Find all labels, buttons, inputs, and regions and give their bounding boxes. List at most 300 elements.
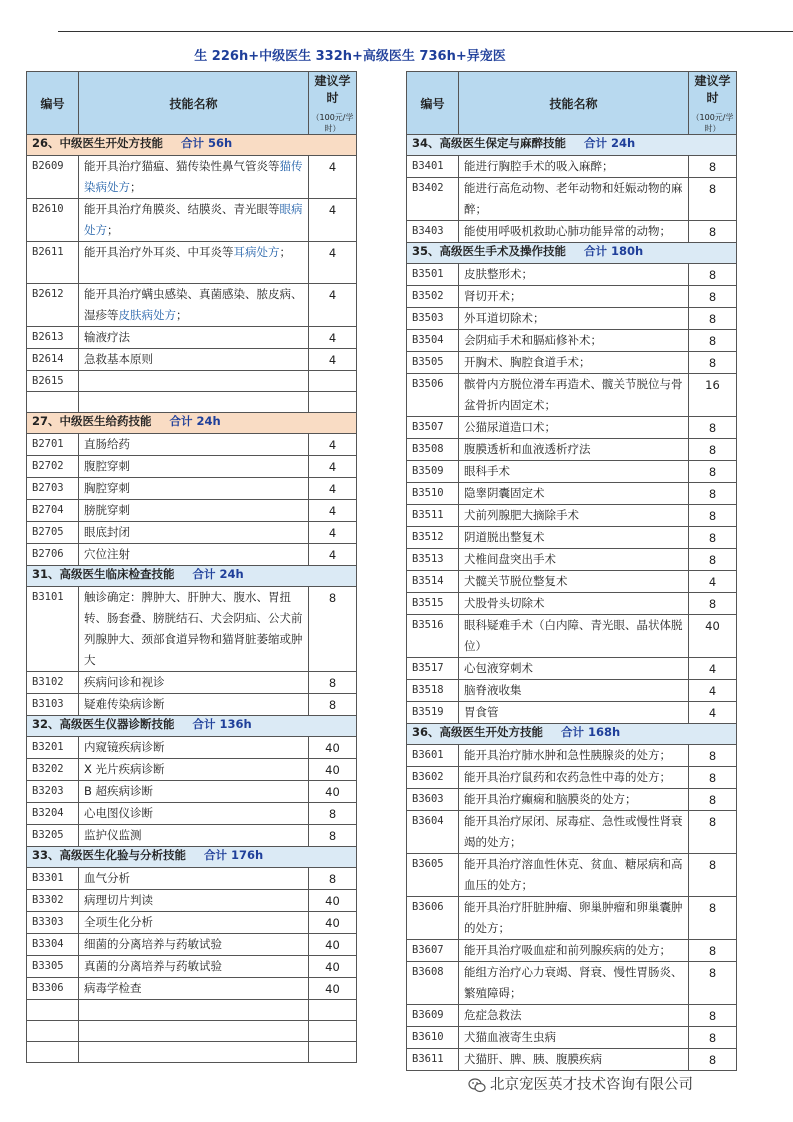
skill-name-text: 血气分析: [84, 871, 130, 885]
skill-code: B2610: [27, 199, 79, 242]
table-row: [27, 327, 357, 349]
skill-hours: 4: [309, 199, 357, 242]
skill-name: [79, 672, 309, 694]
skill-code: B3519: [407, 702, 459, 724]
skill-code: B3511: [407, 505, 459, 527]
section-row: [407, 243, 737, 264]
skill-hours: 4: [689, 658, 737, 680]
skill-hours: 8: [689, 1049, 737, 1071]
skill-name-text: 隐睾阴囊固定术: [464, 486, 545, 500]
table-row: [407, 593, 737, 615]
table-row: [27, 956, 357, 978]
skill-code: B3609: [407, 1005, 459, 1027]
skill-hours: 40: [689, 615, 737, 658]
table-row: [407, 897, 737, 940]
table-row: [27, 587, 357, 672]
skill-name-text: 能开具治疗吸血症和前列腺疾病的处方；: [464, 943, 671, 957]
skill-name: [79, 759, 309, 781]
skill-code: B3201: [27, 737, 79, 759]
skill-code: B3204: [27, 803, 79, 825]
section-title: [27, 135, 357, 156]
skill-name: [459, 854, 689, 897]
table-row: [27, 672, 357, 694]
skill-hours: 4: [309, 434, 357, 456]
skill-name: [459, 286, 689, 308]
section-label: 32、高级医生仪器诊断技能: [32, 717, 175, 731]
skill-name: [459, 1005, 689, 1027]
table-row: [27, 890, 357, 912]
skill-name-text: 能开具治疗外耳炎、中耳炎等: [84, 245, 234, 259]
skill-name-text: 心电图仪诊断: [84, 806, 153, 820]
table-row: [27, 694, 357, 716]
skill-hours: 40: [309, 737, 357, 759]
skill-name-text: 皮肤整形术；: [464, 267, 533, 281]
skill-code: B3502: [407, 286, 459, 308]
skill-name-text: 肾切开术；: [464, 289, 522, 303]
table-row: [27, 478, 357, 500]
skill-name-text: 腹腔穿刺: [84, 459, 130, 473]
skill-name: [79, 825, 309, 847]
skill-name-text: 能开具治疗肝脏肿瘤、卵巢肿瘤和卵巢囊肿的处方；: [464, 900, 683, 935]
skill-code: B3101: [27, 587, 79, 672]
skill-code: B2609: [27, 156, 79, 199]
skill-code: B2705: [27, 522, 79, 544]
skill-name-text: 眼科疑难手术（白内障、青光眼、晶状体脱位）: [464, 618, 683, 653]
table-row: [407, 615, 737, 658]
skill-hours: 8: [309, 694, 357, 716]
skill-name: [459, 1027, 689, 1049]
table-row: [407, 571, 737, 593]
skill-code: B3506: [407, 374, 459, 417]
skill-hours: 40: [309, 781, 357, 803]
skill-name-text: 能进行高危动物、老年动物和妊娠动物的麻醉；: [464, 181, 683, 216]
skill-name: [459, 221, 689, 243]
skills-table-right: [406, 71, 737, 1071]
skill-name-text: 危症急救法: [464, 1008, 522, 1022]
skill-name-text: 眼底封闭: [84, 525, 130, 539]
skill-code: B3512: [407, 527, 459, 549]
section-row: [407, 724, 737, 745]
table-row: [407, 940, 737, 962]
skill-name: [79, 349, 309, 371]
skill-hours: 40: [309, 890, 357, 912]
skill-name: [459, 505, 689, 527]
skill-hours: 8: [689, 962, 737, 1005]
section-row: [27, 716, 357, 737]
skill-name: [79, 478, 309, 500]
skill-hours: 8: [689, 264, 737, 286]
skill-name: [459, 417, 689, 439]
skill-name-text: 犬猫血液寄生虫病: [464, 1030, 556, 1044]
skill-hours: 40: [309, 978, 357, 1000]
skill-hours: 4: [309, 349, 357, 371]
table-row: [407, 308, 737, 330]
skill-name: [79, 956, 309, 978]
skill-hours: [309, 392, 357, 413]
header-name: 技能名称: [459, 72, 689, 135]
skill-name-text: 能开具治疗角膜炎、结膜炎、青光眼等: [84, 202, 280, 216]
table-row: [27, 434, 357, 456]
skill-hours: 4: [689, 702, 737, 724]
table-row: [27, 737, 357, 759]
skill-name: [459, 811, 689, 854]
table-row: [407, 221, 737, 243]
skill-code: B3510: [407, 483, 459, 505]
skill-name-highlight: 眼病处方: [84, 202, 303, 237]
skill-hours: 8: [689, 156, 737, 178]
table-row: [27, 912, 357, 934]
skill-name: [459, 549, 689, 571]
skill-hours: 4: [689, 680, 737, 702]
skill-name: [459, 178, 689, 221]
header-name: 技能名称: [79, 72, 309, 135]
skill-hours: 8: [689, 461, 737, 483]
table-row: [27, 978, 357, 1000]
skill-code: B3403: [407, 221, 459, 243]
skill-code: B3605: [407, 854, 459, 897]
section-label: 31、高级医生临床检查技能: [32, 567, 175, 581]
skill-name: [79, 500, 309, 522]
skill-code: B3508: [407, 439, 459, 461]
skill-name-text: 能组方治疗心力衰竭、肾衰、慢性胃肠炎、繁殖障碍；: [464, 965, 683, 1000]
skill-name-text: 会阴疝手术和膈疝修补术；: [464, 333, 602, 347]
table-row: [407, 767, 737, 789]
skill-name-text: 监护仪监测: [84, 828, 142, 842]
header-code: 编号: [407, 72, 459, 135]
skill-hours: 8: [689, 286, 737, 308]
skill-code: B2704: [27, 500, 79, 522]
skill-code: [27, 1000, 79, 1021]
skill-name: [459, 1049, 689, 1071]
skill-name-text: 能开具治疗螨虫感染、真菌感染、脓皮病、湿疹等: [84, 287, 303, 322]
skill-hours: 8: [309, 825, 357, 847]
skill-hours: 8: [689, 352, 737, 374]
brand-name: 北京宠医英才技术咨询有限公司: [490, 1077, 693, 1093]
skill-name: [79, 737, 309, 759]
header-hours: [309, 72, 357, 135]
skill-code: B2611: [27, 242, 79, 284]
skill-code: B3513: [407, 549, 459, 571]
top-rule: [58, 31, 793, 32]
table-row: [407, 330, 737, 352]
skill-name: [79, 803, 309, 825]
skill-hours: 16: [689, 374, 737, 417]
skill-name: [79, 156, 309, 199]
section-total: 合计 180h: [584, 244, 644, 258]
skill-name: [79, 544, 309, 566]
skill-name-text: 能开具治疗癫痫和脑膜炎的处方；: [464, 792, 637, 806]
skill-name-text: 能进行胸腔手术的吸入麻醉；: [464, 159, 614, 173]
table-row: [407, 1049, 737, 1071]
skill-name: [79, 522, 309, 544]
table-row: [27, 284, 357, 327]
skill-name: [459, 483, 689, 505]
skill-name: [459, 461, 689, 483]
section-label: 34、高级医生保定与麻醉技能: [412, 136, 567, 150]
table-row: [27, 522, 357, 544]
table-row: [407, 527, 737, 549]
skill-hours: 4: [309, 327, 357, 349]
table-row: [27, 759, 357, 781]
skill-hours: 8: [689, 549, 737, 571]
section-total: 合计 24h: [584, 136, 636, 150]
skill-name: [79, 587, 309, 672]
skill-hours: 40: [309, 934, 357, 956]
table-row: [27, 392, 357, 413]
skill-code: B3102: [27, 672, 79, 694]
skill-name: [459, 308, 689, 330]
skill-hours: 4: [309, 156, 357, 199]
skill-name: [459, 615, 689, 658]
skill-code: B3305: [27, 956, 79, 978]
section-row: [27, 847, 357, 868]
section-total: 合计 56h: [181, 136, 233, 150]
table-row: [407, 178, 737, 221]
skill-hours: 8: [689, 940, 737, 962]
skill-hours: [309, 1042, 357, 1063]
skill-name-text: X 光片疾病诊断: [84, 762, 165, 776]
skill-code: B3301: [27, 868, 79, 890]
skill-code: B3514: [407, 571, 459, 593]
skill-name-text: 穴位注射: [84, 547, 130, 561]
table-row: [27, 500, 357, 522]
skill-name: [79, 694, 309, 716]
header-hours-unit: （100元/学时）: [691, 113, 734, 133]
skill-name: [459, 352, 689, 374]
skill-name: [459, 789, 689, 811]
skill-name: [79, 327, 309, 349]
skill-name: [79, 781, 309, 803]
skill-hours: 8: [309, 587, 357, 672]
skill-name: [79, 242, 309, 284]
skill-code: B3606: [407, 897, 459, 940]
skill-name-text: 能开具治疗猫瘟、猫传染性鼻气管炎等: [84, 159, 280, 173]
table-row: [407, 505, 737, 527]
skill-name: [459, 571, 689, 593]
skill-name: [79, 1021, 309, 1042]
skill-name-text: 病理切片判读: [84, 893, 153, 907]
skill-name: [459, 897, 689, 940]
skill-name: [459, 593, 689, 615]
skill-name: [459, 767, 689, 789]
skill-code: B3518: [407, 680, 459, 702]
skill-name-text: 能开具治疗肺水肿和急性胰腺炎的处方；: [464, 748, 671, 762]
skill-name: [459, 156, 689, 178]
table-row: [27, 1000, 357, 1021]
skill-name-text: 能开具治疗尿闭、尿毒症、急性或慢性肾衰竭的处方；: [464, 814, 683, 849]
skill-hours: 8: [689, 221, 737, 243]
table-row: [407, 1027, 737, 1049]
skill-code: B3402: [407, 178, 459, 221]
skill-code: B2612: [27, 284, 79, 327]
table-row: [407, 702, 737, 724]
skill-hours: 4: [309, 500, 357, 522]
skill-hours: 8: [689, 483, 737, 505]
section-title: [27, 566, 357, 587]
skill-hours: 40: [309, 956, 357, 978]
skill-name-text: 犬前列腺肥大摘除手术: [464, 508, 579, 522]
skill-name-text: 急救基本原则: [84, 352, 153, 366]
skill-code: B3103: [27, 694, 79, 716]
skill-hours: 8: [689, 178, 737, 221]
skill-name-text: 外耳道切除术；: [464, 311, 545, 325]
skill-name: [79, 371, 309, 392]
skill-code: B3601: [407, 745, 459, 767]
skill-code: B3607: [407, 940, 459, 962]
skill-hours: 8: [309, 672, 357, 694]
table-row: [27, 544, 357, 566]
skill-code: B2701: [27, 434, 79, 456]
skill-name: [459, 527, 689, 549]
skill-code: B3611: [407, 1049, 459, 1071]
header-hours-label: 建议学时: [694, 74, 731, 105]
skill-hours: 4: [309, 456, 357, 478]
skill-hours: 8: [689, 789, 737, 811]
section-total: 合计 24h: [192, 567, 244, 581]
table-row: [407, 854, 737, 897]
skill-name-text: 脑脊液收集: [464, 683, 522, 697]
section-label: 27、中级医生给药技能: [32, 414, 152, 428]
skill-name: [459, 940, 689, 962]
skill-name-text: 心包液穿刺术: [464, 661, 533, 675]
skill-name-text: ；: [130, 180, 142, 194]
skill-hours: [309, 1021, 357, 1042]
table-row: [407, 286, 737, 308]
skill-code: B2615: [27, 371, 79, 392]
skill-code: B2706: [27, 544, 79, 566]
skill-name-text: ；: [176, 308, 188, 322]
table-row: [407, 461, 737, 483]
table-row: [27, 781, 357, 803]
skill-name-text: 真菌的分离培养与药敏试验: [84, 959, 222, 973]
skill-hours: 8: [689, 745, 737, 767]
skill-name-text: 触诊确定：脾肿大、肝肿大、腹水、胃扭转、肠套叠、膀胱结石、犬会阴疝、公犬前列腺肿大、颈部食道异物和猫肾脏萎缩或肿大: [84, 590, 303, 667]
table-row: [407, 549, 737, 571]
header-code: 编号: [27, 72, 79, 135]
table-row: [27, 868, 357, 890]
table-row: [27, 803, 357, 825]
skill-name-text: 疑难传染病诊断: [84, 697, 165, 711]
table-row: [407, 680, 737, 702]
skill-name: [79, 890, 309, 912]
header-hours-label: 建议学时: [314, 74, 351, 105]
skill-hours: 8: [689, 1005, 737, 1027]
skill-name: [79, 434, 309, 456]
skill-name: [79, 199, 309, 242]
table-row: [407, 811, 737, 854]
skill-code: B3302: [27, 890, 79, 912]
section-total: 合计 168h: [561, 725, 621, 739]
skill-code: B3501: [407, 264, 459, 286]
header-hours-unit: （100元/学时）: [311, 113, 354, 133]
skill-name-text: 疾病问诊和视诊: [84, 675, 165, 689]
table-row: [27, 934, 357, 956]
skill-name-text: 犬股骨头切除术: [464, 596, 545, 610]
skill-code: B3303: [27, 912, 79, 934]
skill-code: B2702: [27, 456, 79, 478]
skill-hours: [309, 371, 357, 392]
section-row: [27, 566, 357, 587]
skill-name-text: B 超疾病诊断: [84, 784, 154, 798]
section-label: 36、高级医生开处方技能: [412, 725, 544, 739]
skill-name-text: 髌骨内方脱位滑车再造术、髋关节脱位与骨盆骨折内固定术；: [464, 377, 683, 412]
skill-code: B3608: [407, 962, 459, 1005]
wechat-icon: [468, 1078, 486, 1093]
skill-hours: 8: [689, 527, 737, 549]
section-title: [407, 135, 737, 156]
table-row: [27, 242, 357, 284]
skill-name-text: 膀胱穿刺: [84, 503, 130, 517]
skill-name: [459, 264, 689, 286]
skill-hours: 8: [689, 330, 737, 352]
skill-name: [79, 978, 309, 1000]
skill-name: [459, 658, 689, 680]
skill-hours: 4: [309, 478, 357, 500]
skill-name-text: 病毒学检查: [84, 981, 142, 995]
skill-name-text: 内窥镜疾病诊断: [84, 740, 165, 754]
table-row: [407, 1005, 737, 1027]
table-row: [407, 374, 737, 417]
skill-code: B3504: [407, 330, 459, 352]
table-row: [407, 483, 737, 505]
skill-name-text: ；: [107, 223, 119, 237]
skill-hours: 4: [309, 242, 357, 284]
section-title: [27, 716, 357, 737]
section-title: [27, 847, 357, 868]
table-row: [407, 417, 737, 439]
skill-hours: 4: [309, 284, 357, 327]
skill-code: B3203: [27, 781, 79, 803]
skill-name-text: 胸腔穿刺: [84, 481, 130, 495]
table-row: [27, 371, 357, 392]
skill-code: [27, 392, 79, 413]
skill-name: [79, 934, 309, 956]
skill-hours: 8: [689, 417, 737, 439]
section-row: [27, 413, 357, 434]
skill-name-highlight: 猫传染病处方: [84, 159, 303, 194]
skill-code: B3515: [407, 593, 459, 615]
skill-name-text: 腹膜透析和血液透析疗法: [464, 442, 591, 456]
skill-code: B3602: [407, 767, 459, 789]
skill-hours: 4: [689, 571, 737, 593]
skill-hours: 8: [689, 308, 737, 330]
skill-name: [459, 680, 689, 702]
skills-table-left: [26, 71, 357, 1063]
skill-hours: 8: [689, 811, 737, 854]
skill-name-text: 犬椎间盘突出手术: [464, 552, 556, 566]
skill-code: B2703: [27, 478, 79, 500]
skill-name: [79, 868, 309, 890]
skill-code: B3306: [27, 978, 79, 1000]
skill-name: [79, 456, 309, 478]
table-row: [407, 264, 737, 286]
table-row: [407, 352, 737, 374]
skill-hours: 8: [689, 1027, 737, 1049]
skill-code: B3507: [407, 417, 459, 439]
skill-hours: 8: [309, 803, 357, 825]
skill-name: [459, 745, 689, 767]
skill-name: [459, 702, 689, 724]
skill-name-text: 全项生化分析: [84, 915, 153, 929]
skill-name-text: 犬髋关节脱位整复术: [464, 574, 568, 588]
skill-name-text: 开胸术、胸腔食道手术；: [464, 355, 591, 369]
page-title: 生 226h+中级医生 332h+高级医生 736h+异宠医: [194, 49, 506, 64]
skill-code: B3503: [407, 308, 459, 330]
section-total: 合计 176h: [204, 848, 264, 862]
table-row: [407, 439, 737, 461]
skill-name-highlight: 皮肤病处方: [118, 308, 176, 322]
skill-hours: 8: [689, 897, 737, 940]
